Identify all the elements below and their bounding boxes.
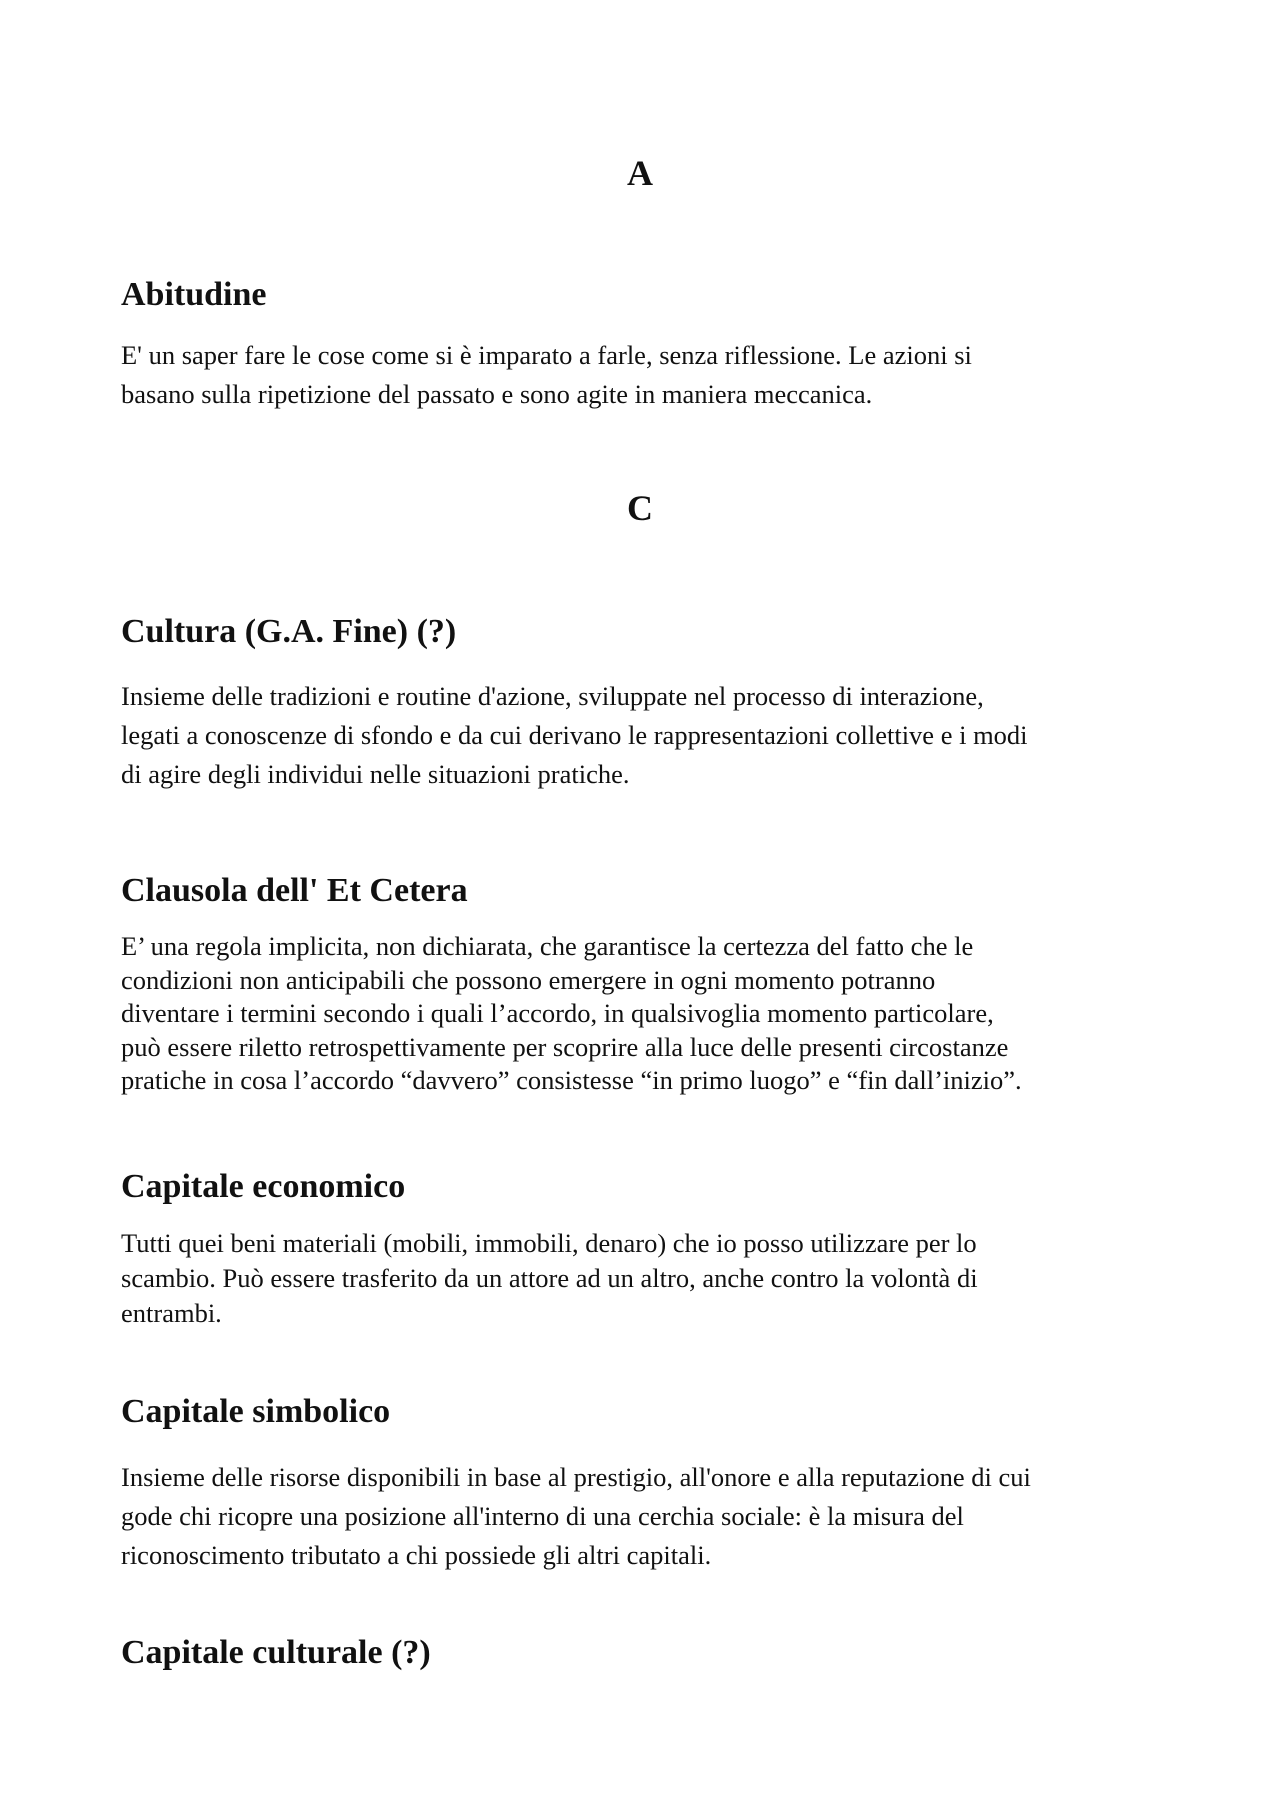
term-capitale-simbolico: Capitale simbolico [121, 1393, 391, 1430]
definition-line: entrambi. [121, 1298, 222, 1328]
definition-line: pratiche in cosa l’accordo “davvero” consistesse “in primo luogo” e “fin dall’inizio”. [121, 1065, 1022, 1095]
definition-capitale-simbolico [121, 1458, 1181, 1575]
term-cultura: Cultura (G.A. Fine) (?) [121, 613, 457, 650]
definition-capitale-economico [121, 1226, 1181, 1331]
definition-line: può essere riletto retrospettivamente per scoprire alla luce delle presenti circostanze [121, 1031, 1009, 1062]
term-capitale-economico: Capitale economico [121, 1168, 406, 1205]
definition-line: riconoscimento tributato a chi possiede gli altri capitali. [121, 1540, 712, 1570]
definition-line: scambio. Può essere trasferito da un attore ad un altro, anche contro la volontà di [121, 1263, 978, 1293]
section-letter-a: A [627, 153, 653, 193]
definition-abitudine [121, 336, 1181, 414]
definition-line: basano sulla ripetizione del passato e sono agite in maniera meccanica. [121, 379, 873, 409]
definition-line: diventare i termini secondo i quali l’accordo, in qualsivoglia momento particolare, [121, 998, 994, 1028]
definition-line: legati a conoscenze di sfondo e da cui derivano le rappresentazioni collettive e i modi [121, 720, 1028, 750]
definition-clausola-et-cetera [121, 930, 1181, 1098]
definition-line: gode chi ricopre una posizione all'interno di una cerchia sociale: è la misura del [121, 1501, 964, 1531]
definition-line: E' un saper fare le cose come si è imparato a farle, senza riflessione. Le azioni si [121, 340, 972, 370]
definition-line: Insieme delle risorse disponibili in base al prestigio, all'onore e alla reputazione di cui [121, 1462, 1031, 1492]
definition-cultura [121, 677, 1181, 794]
definition-line: E’ una regola implicita, non dichiarata, che garantisce la certezza del fatto che le [121, 931, 974, 961]
term-abitudine: Abitudine [121, 276, 267, 313]
definition-line: di agire degli individui nelle situazioni pratiche. [121, 759, 630, 789]
term-capitale-culturale: Capitale culturale (?) [121, 1634, 431, 1671]
definition-line: Tutti quei beni materiali (mobili, immobili, denaro) che io posso utilizzare per lo [121, 1228, 977, 1258]
term-clausola-et-cetera: Clausola dell' Et Cetera [121, 872, 468, 909]
definition-line: Insieme delle tradizioni e routine d'azione, sviluppate nel processo di interazione, [121, 681, 984, 711]
section-letter-c: C [627, 488, 653, 528]
definition-line: condizioni non anticipabili che possono emergere in ogni momento potranno [121, 964, 936, 995]
